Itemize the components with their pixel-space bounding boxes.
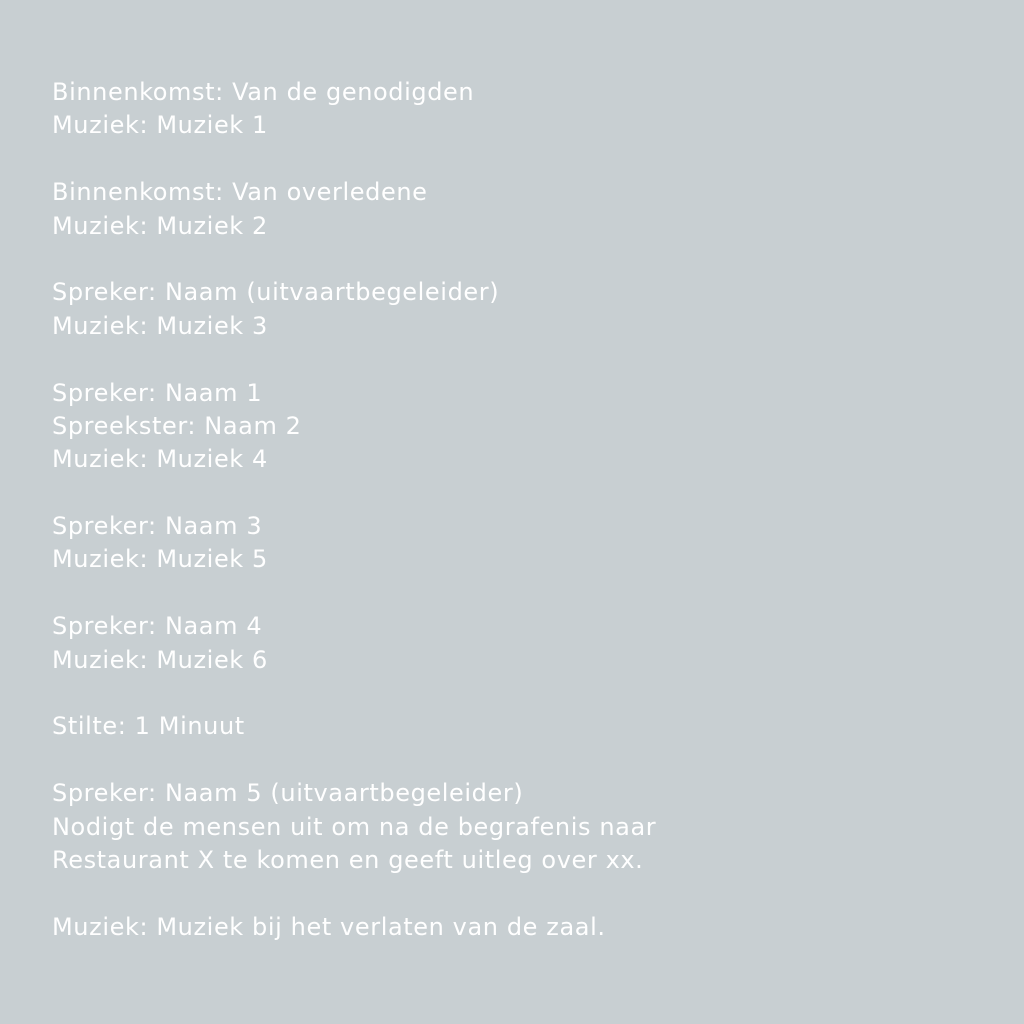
program-line: Spreker: Naam 3 bbox=[52, 512, 263, 541]
program-line: Muziek: Muziek 4 bbox=[52, 445, 268, 474]
blank-line bbox=[52, 477, 992, 510]
blank-line bbox=[52, 243, 992, 276]
program-line: Muziek: Muziek 6 bbox=[52, 645, 268, 674]
blank-line bbox=[52, 677, 992, 710]
program-line: Muziek: Muziek 1 bbox=[52, 111, 268, 140]
program-line: Spreekster: Naam 2 bbox=[52, 411, 302, 440]
program-line: Nodigt de mensen uit om na de begrafenis naar bbox=[52, 812, 657, 841]
program-line: Spreker: Naam 4 bbox=[52, 612, 263, 641]
blank-line bbox=[52, 343, 992, 376]
program-line: Muziek: Muziek 3 bbox=[52, 311, 268, 340]
program-line: Muziek: Muziek 5 bbox=[52, 545, 268, 574]
program-text bbox=[52, 76, 992, 944]
blank-line bbox=[52, 577, 992, 610]
program-line: Spreker: Naam (uitvaartbegeleider) bbox=[52, 278, 500, 307]
program-line: Binnenkomst: Van overledene bbox=[52, 178, 428, 207]
program-line: Spreker: Naam 5 (uitvaartbegeleider) bbox=[52, 779, 524, 808]
program-line: Muziek: Muziek bij het verlaten van de zaal. bbox=[52, 912, 606, 941]
program-line: Binnenkomst: Van de genodigden bbox=[52, 78, 475, 106]
blank-line bbox=[52, 143, 992, 176]
program-line: Restaurant X te komen en geeft uitleg over xx. bbox=[52, 845, 644, 874]
program-line: Stilte: 1 Minuut bbox=[52, 712, 245, 741]
blank-line bbox=[52, 744, 992, 777]
program-line: Spreker: Naam 1 bbox=[52, 378, 263, 407]
blank-line bbox=[52, 877, 992, 910]
program-line: Muziek: Muziek 2 bbox=[52, 211, 268, 240]
